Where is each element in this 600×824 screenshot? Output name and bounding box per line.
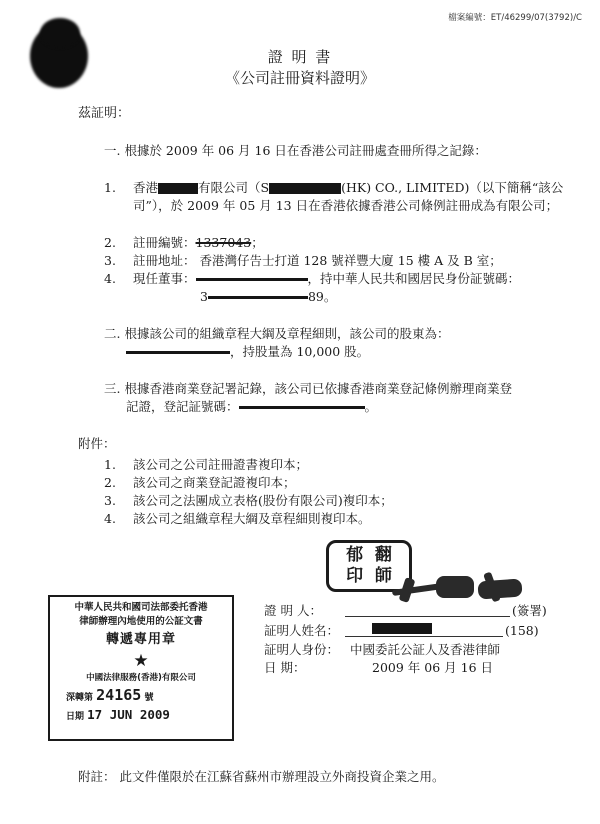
sign-suffix: (簽署) <box>512 603 547 618</box>
item4-tail: ，持中華人民共和國居民身份証號碼： <box>307 271 521 286</box>
item4-number: 4. <box>104 271 116 286</box>
official-stamp <box>48 595 234 741</box>
item2-number: 2. <box>104 235 116 250</box>
certifier-identity: 中國委託公証人及香港律師 <box>350 642 501 657</box>
attachment-number: 1. <box>104 457 116 472</box>
item3-text: 註冊地址： 香港灣仔告士打道 128 號祥豐大廈 15 樓 A 及 B 室； <box>133 253 502 268</box>
section3-line2 <box>126 399 377 415</box>
item4-label: 現任董事： <box>133 271 196 286</box>
certifier-name-label: 証明人姓名： <box>264 623 340 638</box>
signature-line <box>345 616 510 617</box>
registration-number-struck: 1337043 <box>195 235 252 250</box>
document-subtitle: 《公司註冊資料證明》 <box>224 69 375 87</box>
item4-id-end: 89。 <box>307 289 337 304</box>
item4-line2 <box>200 289 336 305</box>
item2-tail: ； <box>251 235 264 250</box>
redaction-bar <box>126 351 230 354</box>
stamp-number: 24165 <box>96 686 142 704</box>
item2-text <box>133 235 264 251</box>
item1-number: 1. <box>104 180 116 195</box>
stamp-company: 中國法律服務(香港)有限公司 <box>86 673 196 683</box>
redaction-bar <box>269 183 341 194</box>
item2-label: 註冊編號： <box>133 235 196 250</box>
item1-text-b: 有限公司（S <box>198 180 270 195</box>
section2-line2 <box>126 344 369 360</box>
section3-label: 記證，登記証號碼： <box>126 399 239 414</box>
item1-line1 <box>133 180 563 196</box>
stamp-title: 轉遞專用章 <box>105 632 176 647</box>
attachment-number: 4. <box>104 511 116 526</box>
redaction-bar <box>196 278 308 281</box>
attachment-text: 該公司之法團成立表格(股份有限公司)複印本； <box>133 493 393 508</box>
star-icon: ★ <box>133 651 149 671</box>
file-number: 檔案編號：ET/46299/07(3792)/C <box>448 13 582 23</box>
name-line <box>345 636 503 637</box>
attachments-label: 附件： <box>78 436 116 451</box>
section3-tail: 。 <box>364 399 378 414</box>
attachment-number: 3. <box>104 493 116 508</box>
name-suffix: (158) <box>505 623 539 638</box>
section3-line1: 三. 根據香港商業登記署記錄，該公司已依據香港商業登記條例辦理商業登 <box>104 381 512 396</box>
section2-shares: ，持股量為 10,000 股。 <box>230 344 370 359</box>
document-title: 證 明 書 <box>267 48 333 66</box>
seal-text: 郁 翻 印 師 <box>346 545 392 586</box>
item1-text-c: (HK) CO., LIMITED)（以下簡稱“該公 <box>341 180 564 195</box>
stamp-date-label: 日期 <box>66 712 85 722</box>
stamp-number-label: 深轉第 <box>66 693 94 703</box>
stamp-date-row <box>56 707 226 725</box>
stamp-number-row <box>56 686 226 707</box>
certifier-identity-label: 証明人身份： <box>264 642 340 657</box>
section2-line1: 二. 根據該公司的組織章程大綱及章程細則，該公司的股東為： <box>104 326 450 341</box>
attachment-text: 該公司之公司註冊證書複印本； <box>133 457 309 472</box>
attachment-text: 該公司之組織章程大綱及章程細則複印本。 <box>133 511 371 526</box>
redaction-bar <box>158 183 198 194</box>
certifier-label: 證 明 人： <box>264 603 322 618</box>
item1-line2: 司”），於 2009 年 05 月 13 日在香港依據香港公司條例註冊成為有限公司； <box>133 198 559 213</box>
certificate-date: 2009 年 06 月 16 日 <box>372 660 493 675</box>
stamp-number-suffix: 號 <box>144 693 154 703</box>
item3-number: 3. <box>104 253 116 268</box>
intro-text: 茲証明： <box>78 106 131 121</box>
date-label: 日 期： <box>264 660 306 675</box>
stamp-line1: 中華人民共和國司法部委托香港 <box>74 602 208 613</box>
footer-note: 附註： 此文件僅限於在江蘇省蘇州市辦理設立外商投資企業之用。 <box>78 769 445 784</box>
stamp-date: 17 JUN 2009 <box>87 707 170 722</box>
attachment-number: 2. <box>104 475 116 490</box>
item1-text-a: 香港 <box>133 180 159 195</box>
stamp-line2: 律師辦理內地使用的公証文書 <box>79 616 203 627</box>
section1-heading: 一. 根據於 2009 年 06 月 16 日在香港公司註冊處查冊所得之記錄： <box>104 143 487 158</box>
redaction-bar <box>372 623 432 634</box>
item4-id-start: 3 <box>200 289 208 304</box>
redaction-bar <box>239 406 365 409</box>
attachment-text: 該公司之商業登記證複印本； <box>133 475 296 490</box>
signature-scribble <box>392 570 532 606</box>
redaction-bar <box>208 296 308 299</box>
item4-line1 <box>133 271 520 287</box>
